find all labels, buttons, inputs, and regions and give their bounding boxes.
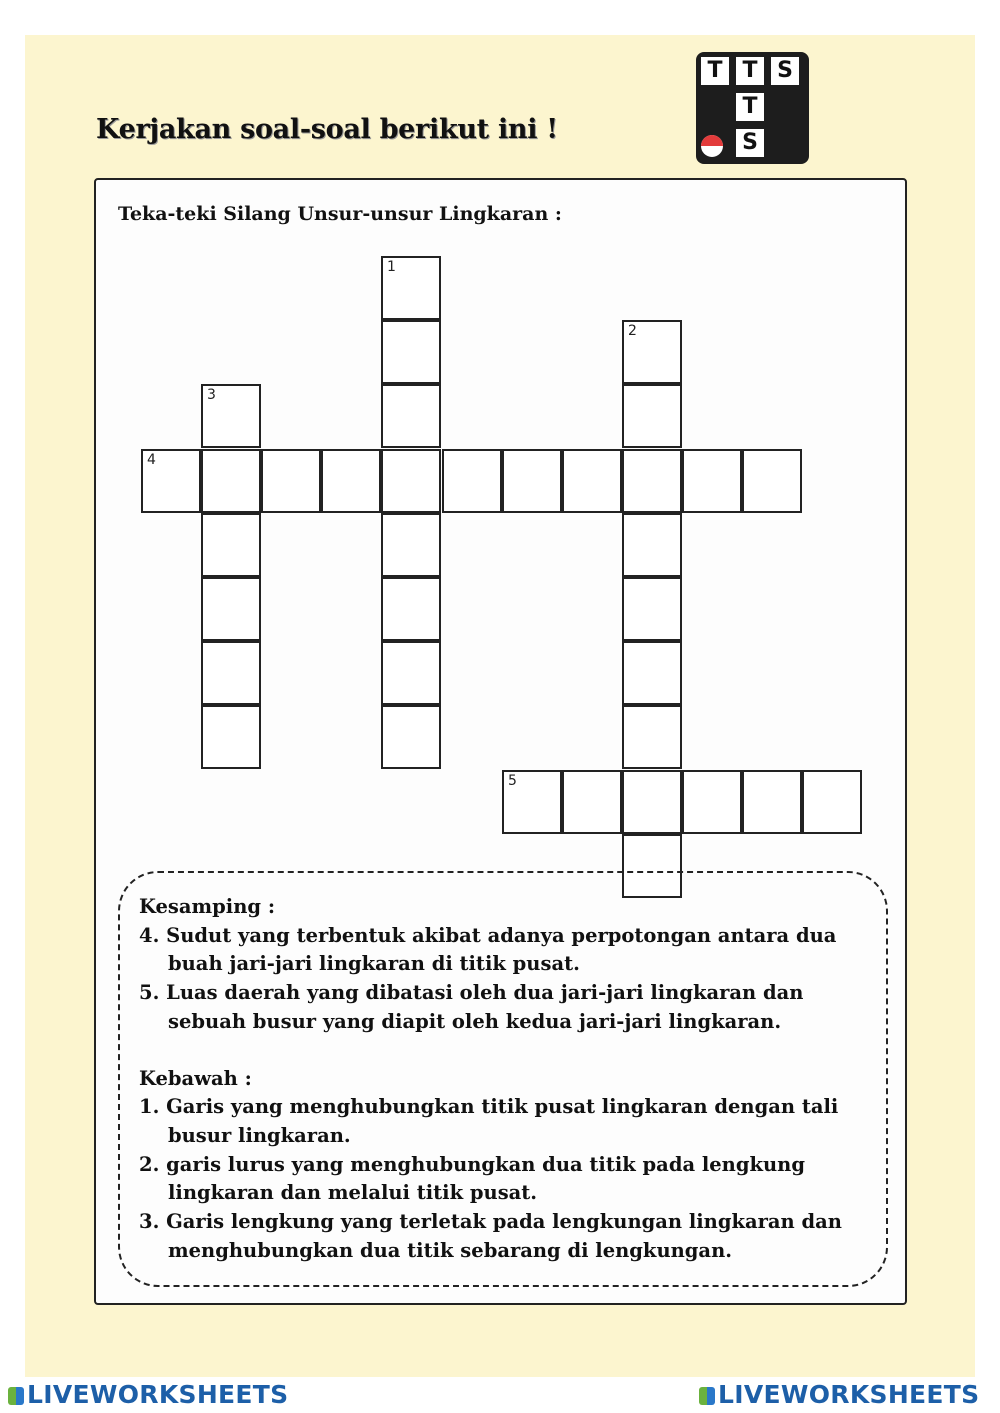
footer-logo-right bbox=[699, 1380, 979, 1409]
crossword-cell[interactable] bbox=[622, 320, 682, 384]
clue-number: 5 bbox=[508, 773, 517, 789]
crossword-cell[interactable] bbox=[442, 449, 502, 513]
footer-brand-left: LIVEWORKSHEETS bbox=[27, 1380, 289, 1409]
liveworksheets-icon bbox=[699, 1387, 715, 1405]
crossword-cell[interactable] bbox=[622, 449, 682, 513]
crossword-cell[interactable] bbox=[562, 770, 622, 834]
crossword-cell[interactable] bbox=[201, 577, 261, 641]
crossword-cell[interactable] bbox=[381, 256, 441, 320]
crossword-cell[interactable] bbox=[201, 449, 261, 513]
crossword-cell[interactable] bbox=[201, 641, 261, 705]
logo-letter: S bbox=[736, 129, 764, 157]
crossword-cell[interactable] bbox=[381, 320, 441, 384]
clue-number: 4 bbox=[147, 452, 156, 468]
crossword-cell[interactable] bbox=[381, 705, 441, 769]
clue-down-3: 3. Garis lengkung yang terletak pada lengkungan lingkaran dan menghubungkan dua titik sebarang di lengkungan. bbox=[139, 1210, 842, 1262]
liveworksheets-icon bbox=[8, 1387, 24, 1405]
crossword-cell[interactable] bbox=[502, 770, 562, 834]
clue-across-5: 5. Luas daerah yang dibatasi oleh dua jari-jari lingkaran dan sebuah busur yang diapit oleh kedua jari-jari lingkaran. bbox=[139, 981, 804, 1033]
crossword-cell[interactable] bbox=[381, 384, 441, 448]
clue-down-2: 2. garis lurus yang menghubungkan dua titik pada lengkung lingkaran dan melalui titik pusat. bbox=[139, 1152, 805, 1205]
crossword-cell[interactable] bbox=[622, 577, 682, 641]
crossword-cell[interactable] bbox=[802, 770, 862, 834]
crossword-cell[interactable] bbox=[622, 513, 682, 577]
crossword-cell[interactable] bbox=[261, 449, 321, 513]
crossword-title: Teka-teki Silang Unsur-unsur Lingkaran : bbox=[118, 203, 562, 225]
clue-across-4: 4. Sudut yang terbentuk akibat adanya perpotongan antara dua buah jari-jari lingkaran di titik pusat. bbox=[139, 923, 837, 976]
crossword-cell[interactable] bbox=[742, 449, 802, 513]
crossword-cell[interactable] bbox=[141, 449, 201, 513]
clues-text bbox=[139, 893, 884, 1265]
tts-logo bbox=[696, 52, 809, 164]
logo-letter: T bbox=[736, 93, 764, 121]
crossword-cell[interactable] bbox=[321, 449, 381, 513]
crossword-cell[interactable] bbox=[622, 641, 682, 705]
clue-number: 2 bbox=[628, 323, 637, 339]
crossword-cell[interactable] bbox=[201, 513, 261, 577]
crossword-cell[interactable] bbox=[381, 641, 441, 705]
crossword-cell[interactable] bbox=[742, 770, 802, 834]
crossword-cell[interactable] bbox=[201, 705, 261, 769]
crossword-cell[interactable] bbox=[622, 384, 682, 448]
page-title: Kerjakan soal-soal berikut ini ! bbox=[96, 114, 558, 145]
logo-letter: S bbox=[771, 57, 799, 85]
logo-letter: T bbox=[701, 57, 729, 85]
logo-letter: T bbox=[736, 57, 764, 85]
crossword-cell[interactable] bbox=[622, 705, 682, 769]
crossword-cell[interactable] bbox=[502, 449, 562, 513]
indonesia-flag-icon bbox=[701, 135, 723, 157]
crossword-cell[interactable] bbox=[201, 384, 261, 448]
clue-down-1: 1. Garis yang menghubungkan titik pusat lingkaran dengan tali busur lingkaran. bbox=[139, 1095, 839, 1147]
crossword-cell[interactable] bbox=[622, 770, 682, 834]
crossword-cell[interactable] bbox=[682, 770, 742, 834]
down-heading: Kebawah : bbox=[139, 1066, 252, 1090]
across-heading: Kesamping : bbox=[139, 895, 276, 918]
footer-logo-left bbox=[8, 1380, 288, 1409]
clue-number: 1 bbox=[387, 259, 396, 275]
crossword-cell[interactable] bbox=[562, 449, 622, 513]
clue-number: 3 bbox=[207, 387, 216, 403]
crossword-cell[interactable] bbox=[381, 577, 441, 641]
crossword-cell[interactable] bbox=[381, 449, 441, 513]
crossword-cell[interactable] bbox=[381, 513, 441, 577]
footer-brand-right: LIVEWORKSHEETS bbox=[718, 1380, 980, 1409]
crossword-cell[interactable] bbox=[682, 449, 742, 513]
